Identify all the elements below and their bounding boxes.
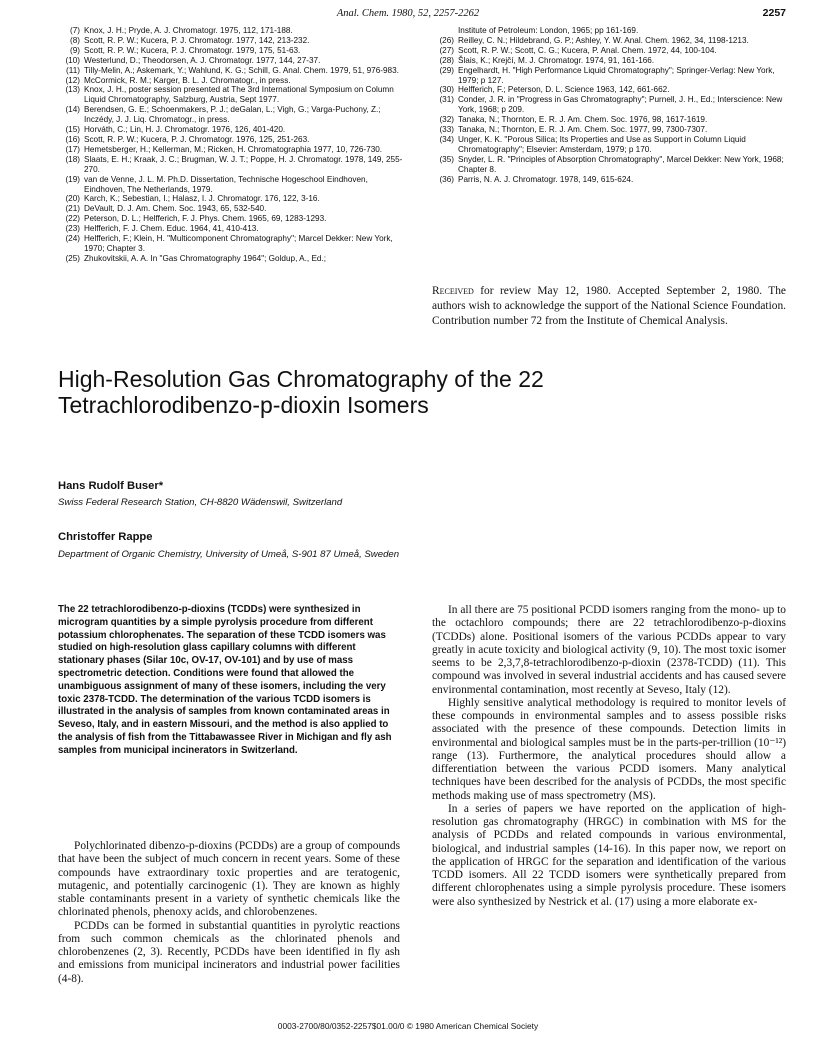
page-number: 2257: [762, 7, 786, 19]
reference-item: [58, 155, 403, 175]
reference-item: [58, 175, 403, 195]
reference-number: (13): [65, 85, 80, 95]
reference-number: (16): [65, 134, 80, 144]
reference-number: (30): [439, 85, 454, 95]
body-paragraph: In a series of papers we have reported on the application of high-resolution gas chromatography (HRGC) in combination with MS for the analysis of PCDDs and related compounds in various environmental, biological, and industrial samples (14-16). In this paper now, we report on the application of HRGC for the separation and identification of the various TCDD isomers. All 22 TCDD isomers were synthetically prepared from different chlorophenates using a simple pyrolysis procedure. These isomers were also synthesized by Nestrick et al. (17) using a more elaborate ex-: [432, 802, 786, 908]
reference-number: (24): [65, 234, 80, 244]
reference-text: Parris, N. A. J. Chromatogr. 1978, 149, 615-624.: [458, 174, 634, 184]
reference-item: [58, 194, 403, 204]
reference-item: [58, 125, 403, 135]
reference-item: [58, 135, 403, 145]
reference-item: [58, 214, 403, 224]
reference-number: (22): [65, 214, 80, 224]
body-paragraph: Polychlorinated dibenzo-p-dioxins (PCDDs) are a group of compounds that have been the subject of much concern in recent years. Some of these compounds have extraordinary toxic properties and are teratogenic, mutagenic, and potentially carcinogenic (1). They are known as highly stable contaminants present in a variety of synthetic chemicals like the chlorinated phenols, phenoxy acids, and chlorobenzenes.: [58, 840, 400, 919]
reference-text: Conder, J. R. in "Progress in Gas Chromatography"; Purnell, J. H., Ed.; Interscience: New York, 1968; p 209.: [458, 95, 783, 115]
reference-number: (26): [439, 35, 454, 45]
author-1: Hans Rudolf Buser*: [58, 480, 164, 492]
reference-text: Slaats, E. H.; Kraak, J. C.; Brugman, W. J. T.; Poppe, H. J. Chromatogr. 1978, 149, 255-270.: [84, 154, 403, 174]
reference-item: [58, 36, 403, 46]
reference-text: Berendsen, G. E.; Schoenmakers, P. J.; deGalan, L.; Vigh, G.; Varga-Puchony, Z.; Inczédy, J. J. Liq. Chromatogr., in press.: [84, 105, 381, 125]
reference-item: [58, 224, 403, 234]
reference-item: [432, 115, 784, 125]
reference-text: Scott, R. P. W.; Scott, C. G.; Kucera, P. Anal. Chem. 1972, 44, 100-104.: [458, 45, 717, 55]
reference-text: Knox, J. H.; Pryde, A. J. Chromatogr. 1975, 112, 171-188.: [84, 26, 293, 35]
reference-number: (25): [65, 253, 80, 263]
reference-item: [58, 204, 403, 214]
reference-text: McCormick, R. M.; Karger, B. L. J. Chromatogr., in press.: [84, 75, 291, 85]
references-left-column: [58, 26, 403, 264]
reference-text: Hemetsberger, H.; Kellerman, M.; Ricken, H. Chromatographia 1977, 10, 726-730.: [84, 144, 383, 154]
reference-text: Scott, R. P. W.; Kucera, P. J. Chromatogr. 1979, 175, 51-63.: [84, 45, 301, 55]
reference-number: (18): [65, 154, 80, 164]
received-note: [432, 284, 786, 329]
reference-text: Reilley, C. N.; Hildebrand, G. P.; Ashley, Y. W. Anal. Chem. 1962, 34, 1198-1213.: [458, 35, 749, 45]
reference-text: Scott, R. P. W.; Kucera, P. J. Chromatogr. 1977, 142, 213-232.: [84, 35, 310, 45]
body-paragraph: In all there are 75 positional PCDD isomers ranging from the mono- up to the octachloro compounds; there are 22 tetrachlorodibenzo-p-dioxins (TCDDs) alone. Positional isomers of the various PCDDs appear to vary greatly in acute toxicity and biological activity (9, 10). The most toxic isomer seems to be 2,3,7,8-tetrachlorodibenzo-p-dioxin (2378-TCDD) (11). This compound was involved in several industrial accidents and has caused severe environmental contamination, most recently at Seveso, Italy (12).: [432, 604, 786, 696]
reference-number: (17): [65, 144, 80, 154]
reference-text: DeVault, D. J. Am. Chem. Soc. 1943, 65, 532-540.: [84, 204, 267, 214]
reference-text: Scott, R. P. W.; Kucera, P. J. Chromatogr. 1976, 125, 251-263.: [84, 134, 310, 144]
reference-item: [58, 145, 403, 155]
reference-item: [432, 125, 784, 135]
reference-number: (11): [66, 65, 80, 75]
reference-text: Helfferich, F.; Peterson, D. L. Science 1963, 142, 661-662.: [458, 85, 670, 95]
reference-item: [58, 66, 403, 76]
running-header: [0, 6, 816, 24]
reference-item: [432, 95, 784, 115]
reference-number: (20): [65, 194, 80, 204]
reference-item: [432, 26, 784, 36]
reference-text: Westerlund, D.; Theodorsen, A. J. Chromatogr. 1977, 144, 27-37.: [84, 55, 321, 65]
reference-number: (9): [69, 45, 80, 55]
reference-text: Helfferich, F. J. Chem. Educ. 1964, 41, 410-413.: [84, 224, 259, 234]
journal-citation: Anal. Chem. 1980, 52, 2257-2262: [336, 8, 480, 19]
reference-number: (28): [439, 55, 454, 65]
body-paragraph: PCDDs can be formed in substantial quantities in pyrolytic reactions from such common chemicals as the chlorinated phenols and chlorobenzenes (2, 3). Recently, PCDDs have been identified in fly ash and emissions from municipal incinerators and industrial power facilities (4-8).: [58, 919, 400, 985]
article-title: [58, 366, 758, 418]
reference-text: Karch, K.; Sebestian, I.; Halasz, I. J. Chromatogr. 176, 122, 3-16.: [84, 194, 320, 204]
reference-number: (12): [65, 75, 80, 85]
reference-number: (29): [439, 65, 454, 75]
reference-item: [58, 26, 403, 36]
affiliation-1: Swiss Federal Research Station, CH-8820 Wädenswil, Switzerland: [58, 497, 343, 508]
abstract: The 22 tetrachlorodibenzo-p-dioxins (TCDDs) were synthesized in microgram quantities by a simple pyrolysis procedure from different potassium chlorophenates. The separation of these TCDD isomers was studied on high-resolution glass capillary columns with different stationary phases (Silar 10c, OV-17, OV-101) and by use of mass spectrometric detection. Conditions were found that allowed the unambiguous assignment of many of these isomers, including the very toxic 2378-TCDD. The determination of the various TCDD isomers is illustrated in the analysis of samples from known contaminated areas in Seveso, Italy, and in eastern Missouri, and the method is also applied to the analysis of fish from the Tittabawassee River in Michigan and fly ash samples from municipal incinerators in Switzerland.: [58, 604, 392, 756]
reference-item: [432, 135, 784, 155]
reference-item: [432, 46, 784, 56]
reference-text: Helfferich, F.; Klein, H. "Multicomponent Chromatography"; Marcel Dekker: New York, 1970; Chapter 3.: [84, 234, 393, 253]
reference-number: (27): [439, 45, 454, 55]
reference-number: (7): [69, 26, 80, 35]
reference-number: (19): [65, 174, 80, 184]
reference-text: Šlais, K.; Krejčí, M. J. Chromatogr. 1974, 91, 161-166.: [458, 55, 655, 65]
reference-item: [432, 175, 784, 185]
reference-text: Peterson, D. L.; Helfferich, F. J. Phys. Chem. 1965, 69, 1283-1293.: [84, 214, 327, 224]
reference-item: [58, 56, 403, 66]
received-text: for review May 12, 1980. Accepted September 2, 1980. The authors wish to acknowledge the support of the National Science Foundation. Contribution number 72 from the Institute of Chemical Analysis.: [432, 285, 786, 327]
reference-item: [432, 56, 784, 66]
reference-item: [58, 76, 403, 86]
reference-text: Institute of Petroleum: London, 1965; pp 161-169.: [458, 26, 639, 35]
reference-number: (15): [65, 125, 80, 135]
body-left-column: [58, 840, 400, 986]
reference-number: (33): [439, 125, 454, 135]
reference-item: [58, 46, 403, 56]
received-label: Received: [432, 285, 474, 297]
reference-text: Tanaka, N.; Thornton, E. R. J. Am. Chem. Soc. 1976, 98, 1617-1619.: [458, 115, 708, 125]
reference-text: Tanaka, N.; Thornton, E. R. J. Am. Chem. Soc. 1977, 99, 7300-7307.: [458, 125, 708, 135]
reference-number: [432, 26, 454, 36]
reference-text: Snyder, L. R. "Principles of Absorption Chromatography", Marcel Dekker: New York, 1968; Chapter 8.: [458, 154, 784, 174]
reference-text: van de Venne, J. L. M. Ph.D. Dissertation, Technische Hogeschool Eindhoven, Eindhoven, The Netherlands, 1979.: [84, 174, 368, 194]
reference-number: (21): [65, 204, 80, 214]
reference-text: Tilly-Melin, A.; Askemark, Y.; Wahlund, K. G.; Schill, G. Anal. Chem. 1979, 51, 976-983.: [84, 65, 399, 75]
reference-item: [432, 36, 784, 46]
reference-text: Horváth, C.; Lin, H. J. Chromatogr. 1976, 126, 401-420.: [84, 125, 286, 135]
reference-item: [58, 254, 403, 264]
reference-text: Unger, K. K. "Porous Silica; Its Properties and Use as Support in Column Liquid Chromatography"; Elsevier: Amsterdam, 1979; p 170.: [458, 134, 746, 154]
body-paragraph: Highly sensitive analytical methodology is required to monitor levels of these compounds in environmental samples and to assess possible risks associated with the presence of these compounds. Detection limits in environmental and biological samples must be in the parts-per-trillion (10⁻¹²) range (13). Furthermore, the analytical procedures should allow a differentiation between the various PCDD isomers. Many analytical techniques have been described for the analysis of PCDDs, the most specific methods making use of mass spectrometry (MS).: [432, 696, 786, 802]
title-line-1: High-Resolution Gas Chromatography of the 22: [58, 366, 544, 392]
reference-text: Knox, J. H., poster session presented at The 3rd International Symposium on Column Liquid Chromatography, Salzburg, Austria, Sept 1977.: [84, 85, 394, 105]
reference-item: [432, 66, 784, 86]
reference-item: [432, 155, 784, 175]
reference-text: Engelhardt, H. "High Performance Liquid Chromatography"; Springer-Verlag: New York, 1979; p 127.: [458, 65, 775, 85]
author-2: Christoffer Rappe: [58, 531, 153, 543]
reference-item: [58, 85, 403, 105]
reference-number: (14): [65, 105, 80, 115]
reference-number: (32): [439, 115, 454, 125]
title-line-2: Tetrachlorodibenzo-p-dioxin Isomers: [58, 392, 429, 418]
affiliation-2: Department of Organic Chemistry, University of Umeå, S-901 87 Umeå, Sweden: [58, 549, 400, 560]
reference-number: (8): [69, 35, 80, 45]
reference-number: (10): [65, 55, 80, 65]
reference-item: [58, 105, 403, 125]
reference-item: [432, 85, 784, 95]
reference-number: (23): [65, 224, 80, 234]
reference-number: (35): [439, 154, 454, 164]
reference-text: Zhukovitskii, A. A. In "Gas Chromatography 1964"; Goldup, A., Ed.;: [84, 253, 327, 263]
references-right-column: [432, 26, 784, 185]
copyright-footer: 0003-2700/80/0352-2257$01.00/0 © 1980 American Chemical Society: [277, 1021, 539, 1031]
body-right-column: [432, 604, 786, 909]
reference-item: [58, 234, 403, 254]
reference-number: (31): [439, 95, 454, 105]
reference-number: (34): [439, 134, 454, 144]
reference-number: (36): [439, 174, 454, 184]
